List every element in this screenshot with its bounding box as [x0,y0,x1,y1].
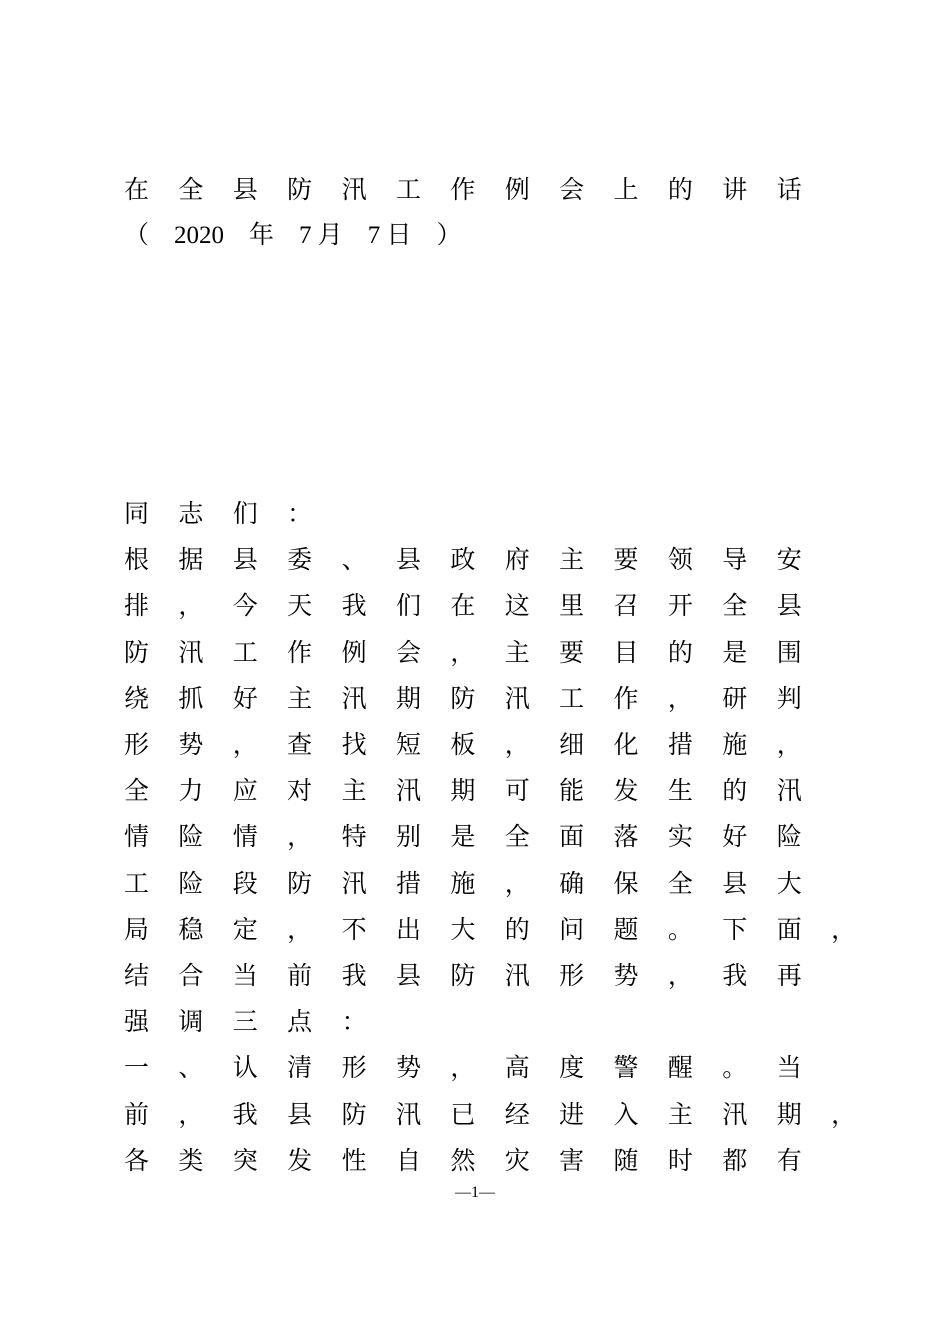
body-char: ， [178,1099,204,1129]
body-char: 是 [450,822,476,852]
body-char: 研 [722,683,748,713]
body-char: 抓 [178,683,204,713]
body-char: 汛 [341,683,367,713]
body-char: 防 [287,868,313,898]
body-char: 短 [395,730,421,759]
body-char: 县 [395,545,421,575]
body-char: ， [504,730,530,759]
body-char: 汛 [395,776,421,806]
body-char: 细 [559,730,585,759]
body-char: 汛 [178,637,204,667]
body-char: 工 [124,868,150,898]
body-char: 段 [232,868,258,898]
body-char: 经 [504,1099,530,1129]
body-char: 结 [124,961,150,990]
body-char: 根 [124,545,150,575]
body-char: 落 [613,822,639,852]
page-number: —1— [455,1184,495,1201]
body-char: 再 [776,961,802,990]
body-line [124,910,885,950]
body-char: 三 [232,1007,258,1037]
body-char: 找 [341,730,367,759]
body-char: 汛 [504,683,530,713]
body-char: 县 [722,868,748,898]
body-char: 不 [341,914,367,944]
title-char: 话 [776,175,802,204]
body-line [124,494,342,534]
body-char: 汛 [341,868,367,898]
body-char: 要 [559,637,585,667]
title-char: 的 [667,175,693,204]
body-char: 板 [450,730,476,759]
body-char: 期 [450,776,476,806]
body-char: 灾 [504,1145,530,1175]
body-char: 委 [287,545,313,575]
body-line [124,1002,396,1042]
body-line [124,586,831,626]
body-char: 时 [667,1145,693,1175]
title-char: 全 [178,175,204,204]
body-char: 然 [450,1145,476,1175]
body-char: 据 [178,545,204,575]
title-char: 讲 [722,175,748,204]
body-char: 题 [613,914,639,944]
body-char: 在 [450,591,476,621]
body-char: 。 [722,1053,748,1083]
body-char: 工 [559,683,585,713]
body-char: 主 [287,683,313,713]
body-char: ， [450,1053,476,1083]
body-char: 政 [450,545,476,575]
body-char: ， [504,868,530,898]
body-char: 可 [504,776,530,806]
body-char: 确 [559,868,585,898]
body-char: 调 [178,1007,204,1037]
body-char: 情 [232,822,258,852]
body-char: 突 [232,1145,258,1175]
body-char: 作 [613,683,639,713]
body-char: 下 [722,914,748,944]
speech-date: （ 2020 年 7 月 7 日 ） [124,222,462,249]
title-char: 上 [613,175,639,204]
body-line [124,956,831,996]
body-char: 对 [287,776,313,806]
body-char: 一 [124,1053,150,1083]
body-char: 措 [667,730,693,759]
body-line [124,540,831,580]
body-char: 警 [613,1053,639,1083]
body-char: 形 [124,730,150,759]
body-line [124,679,831,719]
body-char: 主 [559,545,585,575]
body-line [124,864,831,904]
body-char: 志 [178,499,204,528]
body-char: 期 [776,1099,802,1129]
body-char: 发 [287,1145,313,1175]
body-char: 大 [450,914,476,944]
body-char: 天 [287,591,313,621]
body-char: 工 [232,637,258,667]
body-char: 的 [722,776,748,806]
body-char: 我 [341,591,367,621]
body-char: 全 [722,591,748,621]
body-char: ， [667,961,693,990]
body-char: 险 [178,868,204,898]
body-char: 实 [667,822,693,852]
body-char: 已 [450,1099,476,1129]
body-char: ， [287,914,313,944]
body-char: 合 [178,961,204,990]
body-char: 全 [504,822,530,852]
body-char: 生 [667,776,693,806]
title-char: 汛 [341,175,367,204]
title-char: 县 [232,175,258,204]
body-char: 当 [232,961,258,990]
body-char: 形 [559,961,585,990]
body-char: 绕 [124,683,150,713]
body-char: 点 [287,1007,313,1037]
body-char: ， [178,591,204,621]
body-char: 施 [450,868,476,898]
title-char: 作 [450,175,476,204]
body-char: 防 [341,1099,367,1129]
body-char: ： [341,1007,367,1037]
body-char: 能 [559,776,585,806]
body-char: 施 [722,730,748,759]
body-char: 汛 [722,1099,748,1129]
body-char: 们 [395,591,421,621]
body-char: 力 [178,776,204,806]
body-char: 都 [722,1145,748,1175]
title-char: 会 [559,175,585,204]
body-char: 险 [776,822,802,852]
body-char: 府 [504,545,530,575]
body-line [124,1048,831,1088]
body-char: 县 [395,961,421,990]
body-char: 险 [178,822,204,852]
body-char: ： [287,499,313,528]
body-char: 、 [341,545,367,575]
body-char: 县 [232,545,258,575]
body-char: 势 [178,730,204,759]
body-char: 作 [287,637,313,667]
body-char: 别 [395,822,421,852]
body-char: 有 [776,1145,802,1175]
body-char: 出 [395,914,421,944]
body-char: 们 [232,499,258,528]
body-char: 要 [613,545,639,575]
body-char: ， [287,822,313,852]
body-char: 类 [178,1145,204,1175]
body-char: 害 [559,1145,585,1175]
body-char: 清 [287,1053,313,1083]
body-line [124,633,831,673]
body-char: 查 [287,730,313,759]
body-char: 县 [287,1099,313,1129]
title-char: 例 [504,175,530,204]
body-char: 防 [124,637,150,667]
body-char: 的 [667,637,693,667]
body-char: 化 [613,730,639,759]
title-char: 防 [287,175,313,204]
body-char: 高 [504,1053,530,1083]
body-char: 各 [124,1145,150,1175]
body-char: 性 [341,1145,367,1175]
body-char: 形 [341,1053,367,1083]
title-char: 工 [395,175,421,204]
body-char: 是 [722,637,748,667]
body-char: 面 [776,914,802,944]
body-line [124,1095,885,1135]
body-char: 发 [613,776,639,806]
body-char: 好 [232,683,258,713]
body-char: 汛 [504,961,530,990]
body-char: 我 [232,1099,258,1129]
body-char: 县 [776,591,802,621]
body-char: ， [232,730,258,759]
body-char: 面 [559,822,585,852]
body-char: 入 [613,1099,639,1129]
body-char: 主 [341,776,367,806]
body-char: 问 [559,914,585,944]
body-char: ， [776,730,802,759]
body-char: 自 [395,1145,421,1175]
body-char: 汛 [395,1099,421,1129]
body-char: 局 [124,914,150,944]
body-char: 领 [667,545,693,575]
body-char: 召 [613,591,639,621]
body-char: 全 [124,776,150,806]
body-char: 例 [341,637,367,667]
body-char: 度 [559,1053,585,1083]
body-char: ， [667,683,693,713]
body-char: 防 [450,961,476,990]
body-char: 汛 [776,776,802,806]
body-char: 我 [722,961,748,990]
body-char: 。 [667,914,693,944]
body-line [124,725,831,765]
body-char: 的 [504,914,530,944]
body-char: 里 [559,591,585,621]
body-char: 主 [504,637,530,667]
body-char: 应 [232,776,258,806]
body-char: 好 [722,822,748,852]
body-char: 强 [124,1007,150,1037]
body-char: 我 [341,961,367,990]
body-char: 定 [232,914,258,944]
body-char: 今 [232,591,258,621]
body-char: 期 [395,683,421,713]
body-char: 进 [559,1099,585,1129]
body-char: 同 [124,499,150,528]
body-char: 稳 [178,914,204,944]
body-char: 开 [667,591,693,621]
body-char: ， [450,637,476,667]
body-char: 措 [395,868,421,898]
body-char: 、 [178,1053,204,1083]
body-char: 导 [722,545,748,575]
body-char: ， [831,914,857,944]
body-char: 前 [124,1099,150,1129]
body-char: 特 [341,822,367,852]
body-char: 安 [776,545,802,575]
body-char: 围 [776,637,802,667]
body-char: 排 [124,591,150,621]
body-char: 前 [287,961,313,990]
body-char: 认 [232,1053,258,1083]
body-char: 主 [667,1099,693,1129]
body-char: 保 [613,868,639,898]
body-line [124,817,831,857]
body-char: 会 [395,637,421,667]
body-char: 醒 [667,1053,693,1083]
body-char: 势 [395,1053,421,1083]
body-char: 随 [613,1145,639,1175]
body-char: 全 [667,868,693,898]
body-char: 防 [450,683,476,713]
body-line [124,1141,831,1181]
body-char: 目 [613,637,639,667]
body-line [124,771,831,811]
document-title [124,170,831,210]
body-char: ， [831,1099,857,1129]
body-char: 势 [613,961,639,990]
body-char: 情 [124,822,150,852]
body-char: 大 [776,868,802,898]
body-char: 这 [504,591,530,621]
body-char: 当 [776,1053,802,1083]
body-char: 判 [776,683,802,713]
title-char: 在 [124,175,150,204]
